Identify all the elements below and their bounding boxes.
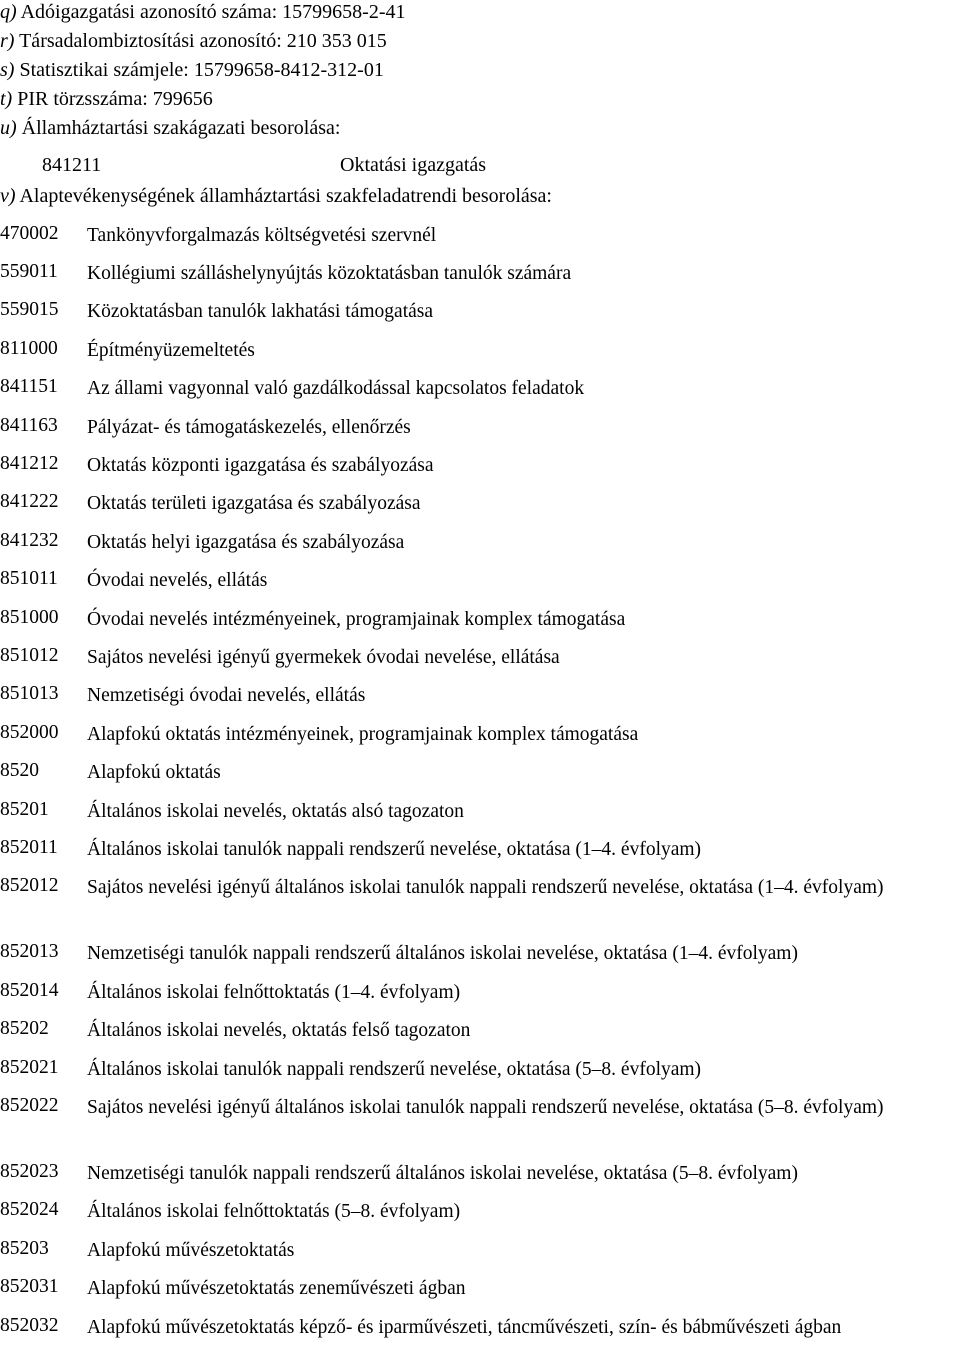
item-text: Államháztartási szakágazati besorolása: bbox=[21, 117, 341, 139]
statistical-code-line bbox=[0, 58, 384, 82]
activity-code: 85203 bbox=[0, 1238, 49, 1259]
activity-desc: Alapfokú művészetoktatás bbox=[87, 1240, 295, 1261]
item-letter: r) bbox=[0, 30, 15, 52]
sector-classification-line bbox=[0, 116, 340, 140]
activity-code: 8520 bbox=[0, 760, 39, 781]
item-letter: q) bbox=[0, 1, 17, 23]
item-text: Statisztikai számjele: 15799658-8412-312-01 bbox=[19, 59, 384, 81]
activity-desc: Nemzetiségi óvodai nevelés, ellátás bbox=[87, 685, 366, 706]
activity-desc: Alapfokú oktatás intézményeinek, programjainak komplex támogatása bbox=[87, 724, 639, 745]
activity-desc: Oktatás központi igazgatása és szabályozása bbox=[87, 455, 434, 476]
activity-code: 85201 bbox=[0, 799, 49, 820]
activity-code: 841222 bbox=[0, 491, 59, 512]
activity-desc: Oktatás területi igazgatása és szabályozása bbox=[87, 493, 421, 514]
activity-code: 841151 bbox=[0, 376, 58, 397]
activity-code: 841163 bbox=[0, 415, 58, 436]
activity-code: 559015 bbox=[0, 299, 59, 320]
activity-code: 852022 bbox=[0, 1095, 59, 1116]
activity-desc: Nemzetiségi tanulók nappali rendszerű általános iskolai nevelése, oktatása (1–4. évfolyam) bbox=[87, 943, 798, 964]
activity-desc: Sajátos nevelési igényű általános iskolai tanulók nappali rendszerű nevelése, oktatása (5–8. évfolyam) bbox=[87, 1097, 884, 1118]
activity-code: 851000 bbox=[0, 607, 59, 628]
activity-desc: Óvodai nevelés, ellátás bbox=[87, 570, 268, 591]
activity-desc: Közoktatásban tanulók lakhatási támogatása bbox=[87, 301, 434, 322]
activity-code: 852024 bbox=[0, 1199, 59, 1220]
item-letter: s) bbox=[0, 59, 15, 81]
activity-desc: Sajátos nevelési igényű általános iskolai tanulók nappali rendszerű nevelése, oktatása (1–4. évfolyam) bbox=[87, 877, 884, 898]
activity-desc: Óvodai nevelés intézményeinek, programjainak komplex támogatása bbox=[87, 609, 626, 630]
activity-desc: Általános iskolai nevelés, oktatás felső tagozaton bbox=[87, 1020, 471, 1041]
activity-code: 852014 bbox=[0, 980, 59, 1001]
social-security-id-line bbox=[0, 29, 387, 53]
activity-code: 811000 bbox=[0, 338, 58, 359]
activity-code: 852000 bbox=[0, 722, 59, 743]
item-letter: v) bbox=[0, 185, 16, 207]
activity-code: 852021 bbox=[0, 1057, 59, 1078]
activity-desc: Általános iskolai tanulók nappali rendszerű nevelése, oktatása (1–4. évfolyam) bbox=[87, 839, 702, 860]
activity-desc: Általános iskolai felnőttoktatás (5–8. évfolyam) bbox=[87, 1201, 461, 1222]
activity-desc: Alapfokú oktatás bbox=[87, 762, 221, 783]
activity-desc: Pályázat- és támogatáskezelés, ellenőrzés bbox=[87, 417, 411, 438]
activity-desc: Alapfokú művészetoktatás zeneművészeti ágban bbox=[87, 1278, 466, 1299]
activity-code: 852023 bbox=[0, 1161, 59, 1182]
activity-code: 851013 bbox=[0, 683, 59, 704]
activity-desc: Általános iskolai felnőttoktatás (1–4. évfolyam) bbox=[87, 982, 461, 1003]
activity-desc: Általános iskolai nevelés, oktatás alsó tagozaton bbox=[87, 801, 464, 822]
activity-code: 851012 bbox=[0, 645, 59, 666]
activity-code: 851011 bbox=[0, 568, 58, 589]
activity-desc: Kollégiumi szálláshelynyújtás közoktatásban tanulók számára bbox=[87, 263, 572, 284]
activity-code: 841232 bbox=[0, 530, 59, 551]
activity-code: 470002 bbox=[0, 223, 59, 244]
activity-desc: Általános iskolai tanulók nappali rendszerű nevelése, oktatása (5–8. évfolyam) bbox=[87, 1059, 702, 1080]
pir-number-line bbox=[0, 87, 213, 111]
activity-desc: Építményüzemeltetés bbox=[87, 340, 255, 361]
sector-code: 841211 bbox=[42, 154, 102, 176]
activity-code: 852031 bbox=[0, 1276, 59, 1297]
activity-code: 559011 bbox=[0, 261, 58, 282]
item-text: Adóigazgatási azonosító száma: 15799658-2-41 bbox=[20, 1, 406, 23]
activity-code: 852013 bbox=[0, 941, 59, 962]
activity-code: 841212 bbox=[0, 453, 59, 474]
activity-desc: Tankönyvforgalmazás költségvetési szervnél bbox=[87, 225, 437, 246]
item-text: Alaptevékenységének államháztartási szakfeladatrendi besorolása: bbox=[19, 185, 552, 207]
activity-code: 852012 bbox=[0, 875, 59, 896]
item-letter: t) bbox=[0, 88, 13, 110]
activity-desc: Alapfokú művészetoktatás képző- és iparművészeti, táncművészeti, szín- és bábművészeti ágban bbox=[87, 1317, 842, 1338]
activity-desc: Sajátos nevelési igényű gyermekek óvodai nevelése, ellátása bbox=[87, 647, 560, 668]
activity-code: 85202 bbox=[0, 1018, 49, 1039]
item-text: Társadalombiztosítási azonosító: 210 353 015 bbox=[19, 30, 387, 52]
tax-id-line bbox=[0, 0, 405, 24]
sector-name: Oktatási igazgatás bbox=[340, 154, 487, 176]
activity-code: 852032 bbox=[0, 1315, 59, 1336]
activity-desc: Oktatás helyi igazgatása és szabályozása bbox=[87, 532, 405, 553]
activity-code: 852011 bbox=[0, 837, 58, 858]
item-letter: u) bbox=[0, 117, 17, 139]
activity-desc: Az állami vagyonnal való gazdálkodással kapcsolatos feladatok bbox=[87, 378, 585, 399]
activity-classification-line bbox=[0, 184, 552, 208]
item-text: PIR törzsszáma: 799656 bbox=[17, 88, 213, 110]
activity-desc: Nemzetiségi tanulók nappali rendszerű általános iskolai nevelése, oktatása (5–8. évfolyam) bbox=[87, 1163, 798, 1184]
